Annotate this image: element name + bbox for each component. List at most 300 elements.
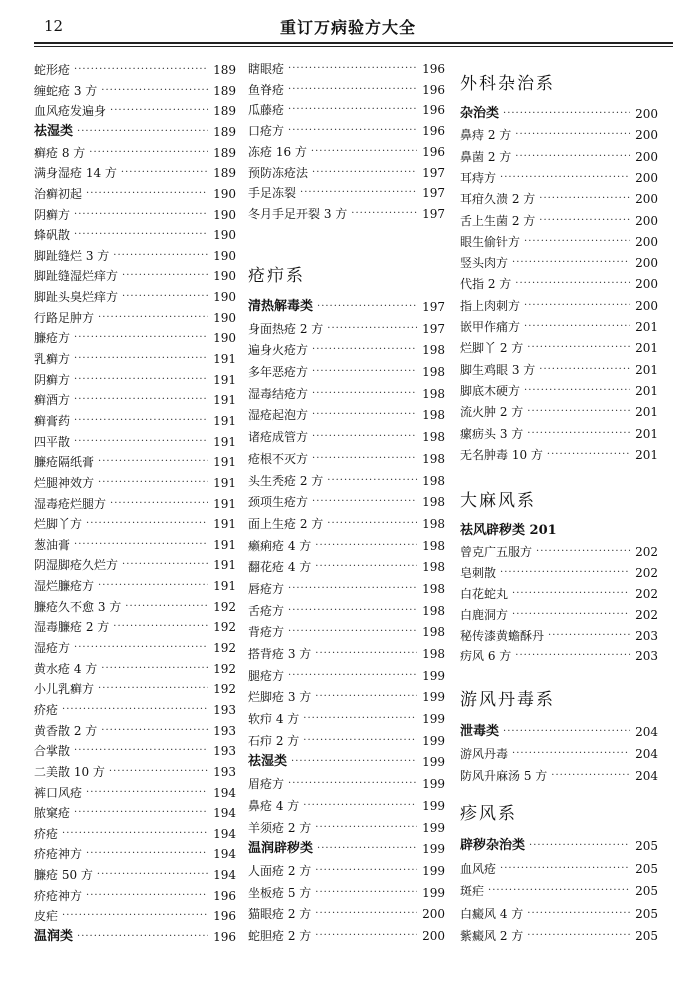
page-ref: 191 [213,496,236,511]
index-entry [460,214,658,228]
category-entry [460,725,658,739]
dot-leader [288,124,417,138]
entry-label: 治癣初起 [34,186,83,201]
index-entry [248,712,445,726]
page-ref: 190 [213,248,236,263]
dot-leader [74,352,208,366]
dot-leader [74,538,208,552]
entry-label: 白花蛇丸 [460,586,509,601]
page-ref: 199 [422,755,445,770]
index-entry [460,629,658,643]
index-entry [460,235,658,249]
index-entry [248,430,445,444]
index-entry [34,579,236,593]
index-entry [460,384,658,398]
dot-leader [74,373,208,387]
entry-label: 曾克广五服方 [460,544,533,559]
index-entry [460,405,658,419]
dot-leader [315,539,417,553]
page-ref: 204 [635,725,658,739]
dot-leader [300,186,417,200]
entry-label: 代指 2 方 [460,277,512,292]
entry-label: 癣疮 8 方 [34,145,86,160]
dot-leader [288,625,417,639]
dot-leader [74,63,208,77]
page-ref: 196 [422,124,445,139]
entry-label: 湿毒疮烂腿方 [34,496,107,511]
page-ref: 197 [422,165,445,180]
page-ref: 198 [422,581,445,596]
page-ref: 199 [422,712,445,727]
entry-label: 癞痢疮 4 方 [248,538,312,553]
page-ref: 198 [422,538,445,553]
category-entry [34,125,236,139]
index-entry [34,84,236,98]
page-ref: 194 [213,847,236,862]
dot-leader [101,724,208,738]
entry-label: 蜂矾散 [34,228,71,243]
dot-leader [524,320,630,334]
dot-leader [122,290,208,304]
page-ref: 200 [422,929,445,943]
entry-label: 臁疮 50 方 [34,868,93,883]
page-ref: 190 [213,331,236,346]
index-entry [34,806,236,820]
page-ref: 205 [635,929,658,943]
dot-leader [86,786,208,800]
entry-label: 葱油膏 [34,537,71,552]
dot-leader [109,765,208,779]
index-entry [34,868,236,882]
dot-leader [74,414,208,428]
index-entry [248,103,445,117]
index-entry [460,341,658,355]
book-title: 重订万病验方大全 [280,18,417,37]
index-entry [34,104,236,118]
entry-label: 头生秃疮 2 方 [248,473,324,488]
dot-leader [86,187,208,201]
dot-leader [113,249,208,263]
entry-label: 阴癣方 [34,207,71,222]
page-ref: 199 [422,690,445,705]
entry-label: 行路足肿方 [34,310,95,325]
page-ref: 203 [635,649,658,664]
dot-leader [74,228,208,242]
index-entry [248,207,445,221]
index-entry [34,63,236,77]
dot-leader [512,256,630,270]
category-entry [460,107,658,121]
index-entry [248,821,445,835]
index-entry [34,847,236,861]
dot-leader [74,393,208,407]
entry-label: 人面疮 2 方 [248,863,312,878]
page-ref: 192 [213,682,236,697]
entry-label: 祛湿类 [248,754,288,770]
entry-label: 烂脚丫方 [34,517,83,532]
dot-leader [527,427,630,441]
page-header [0,0,691,46]
dot-leader [86,889,208,903]
index-entry [34,146,236,160]
page-ref: 194 [213,868,236,883]
index-entry [248,145,445,159]
index-entry [34,558,236,572]
entry-label: 耳痔方 [460,170,497,185]
entry-label: 遍身火疮方 [248,343,309,358]
page-ref: 198 [422,386,445,401]
category-entry [460,524,658,538]
category-entry [248,755,445,769]
entry-label: 温润辟秽类 [248,841,314,857]
page-ref: 198 [422,603,445,618]
page-ref: 205 [635,861,658,876]
page-ref: 198 [422,495,445,510]
page-ref: 204 [635,747,658,761]
index-entry [34,393,236,407]
entry-label: 臁疮久不愈 3 方 [34,599,122,614]
entry-label: 乳癣方 [34,352,71,366]
page-ref: 200 [422,907,445,922]
index-entry [34,744,236,758]
dot-leader [122,558,208,572]
entry-label: 癣膏药 [34,413,71,428]
page-ref: 200 [635,256,658,271]
page-ref: 190 [213,290,236,305]
entry-label: 小儿乳癣方 [34,682,95,697]
dot-leader [500,171,630,185]
index-entry [248,83,445,97]
page-ref: 201 [635,426,658,441]
dot-leader [547,448,630,462]
index-entry [460,608,658,622]
page-ref: 205 [635,884,658,898]
entry-label: 白鹿洞方 [460,607,509,622]
entry-label: 瘰疬头 3 方 [460,426,524,441]
index-entry [34,435,236,449]
entry-label: 脚生鸡眼 3 方 [460,362,536,377]
index-entry [248,124,445,138]
page-ref: 191 [213,372,236,387]
entry-label: 裤口风疮 [34,785,83,800]
page-ref: 197 [422,186,445,201]
index-entry [460,769,658,783]
page-ref: 192 [213,641,236,655]
entry-label: 湿疮方 [34,641,71,655]
dot-leader [98,311,208,325]
index-entry [248,690,445,704]
index-entry [34,538,236,552]
page-ref: 200 [635,107,658,121]
dot-leader [288,777,417,791]
index-entry [34,166,236,180]
page-ref: 200 [635,234,658,249]
dot-leader [288,103,417,117]
page-ref: 201 [635,405,658,420]
dot-leader [315,864,417,878]
page-ref: 189 [213,104,236,119]
page-ref: 200 [635,192,658,207]
entry-label: 羊须疮 2 方 [248,820,312,835]
entry-label: 烂腿神效方 [34,475,95,490]
entry-label: 脚趾缝烂 3 方 [34,248,110,263]
page-ref: 203 [635,628,658,643]
dot-leader [77,930,208,944]
dot-leader [551,769,630,783]
page-ref: 200 [635,128,658,143]
dot-leader [500,566,630,580]
dot-leader [312,408,417,422]
entry-label: 诸疮成管方 [248,430,309,445]
dot-leader [515,649,630,663]
page-ref: 196 [422,144,445,159]
dot-leader [312,452,417,466]
header-rule-thin [34,46,673,47]
index-entry [460,192,658,206]
page-ref: 189 [213,83,236,98]
section-heading: 大麻风系 [460,491,536,511]
page-ref: 198 [422,451,445,466]
entry-label: 泄毒类 [460,724,500,739]
entry-label: 四平散 [34,434,71,449]
dot-leader [113,620,208,634]
dot-leader [515,277,630,291]
entry-label: 蛇胆疮 2 方 [248,929,312,943]
entry-label: 背疮方 [248,625,285,640]
page-ref: 189 [213,124,236,139]
page-ref: 191 [213,579,236,594]
page-ref: 201 [635,383,658,398]
index-entry [248,886,445,900]
page-ref: 197 [422,206,445,221]
index-entry [34,600,236,614]
index-entry [248,582,445,596]
dot-leader [89,146,208,160]
dot-leader [288,62,417,76]
index-entry [248,474,445,488]
index-entry [460,128,658,142]
page-ref: 192 [213,620,236,635]
category-entry [248,842,445,856]
dot-leader [327,474,417,488]
index-entry [248,365,445,379]
entry-label: 湿烂臁疮方 [34,579,95,594]
index-entry [248,322,445,336]
dot-leader [98,579,208,593]
page-ref: 190 [213,269,236,284]
entry-label: 疥疮 [34,826,59,841]
index-entry [34,269,236,283]
page-ref: 200 [635,298,658,313]
page-ref: 191 [213,434,236,449]
entry-label: 嵌甲作痛方 [460,320,521,334]
entry-label: 多年恶疮方 [248,365,309,380]
index-entry [460,299,658,313]
dot-leader [327,517,417,531]
index-entry [248,604,445,618]
entry-label: 烂脚丫 2 方 [460,341,524,356]
entry-label: 竖头肉方 [460,256,509,271]
page-ref: 191 [213,475,236,490]
dot-leader [101,84,208,98]
dot-leader [524,299,630,313]
index-entry [34,352,236,366]
dot-leader [512,747,630,761]
dot-leader [512,587,630,601]
entry-label: 搭背疮 3 方 [248,647,312,662]
index-entry [34,682,236,696]
index-entry [460,907,658,921]
page-ref: 197 [422,321,445,336]
entry-label: 鱼脊疮 [248,82,285,97]
dot-leader [500,862,630,876]
index-entry [460,545,658,559]
dot-leader [303,734,417,748]
index-entry [248,907,445,921]
page-ref: 193 [213,702,236,717]
index-entry [460,649,658,663]
dot-leader [288,669,417,683]
page-ref: 189 [213,166,236,181]
entry-label: 脓窠疮 [34,806,71,821]
dot-leader [288,83,417,97]
dot-leader [539,192,630,206]
entry-label: 黄水疮 4 方 [34,661,98,676]
entry-label: 烂脚疮 3 方 [248,690,312,705]
index-entry [34,208,236,222]
index-entry [34,331,236,345]
page-ref: 198 [422,625,445,640]
dot-leader [529,839,630,853]
page-ref: 191 [213,537,236,552]
index-entry [248,799,445,813]
index-entry [460,363,658,377]
page-ref: 192 [213,599,236,614]
entry-label: 瓜藤疮 [248,103,285,118]
page-ref: 196 [422,82,445,97]
index-entry [460,448,658,462]
index-entry [248,495,445,509]
category-entry [460,839,658,853]
entry-label: 防风升麻汤 5 方 [460,769,548,783]
entry-label: 祛湿类 [34,123,74,139]
entry-label: 紫癜风 2 方 [460,929,524,943]
entry-label: 辟秽杂治类 [460,838,526,853]
dot-leader [315,886,417,900]
page-ref: 191 [213,558,236,573]
page-ref: 198 [422,516,445,531]
dot-leader [288,582,417,596]
dot-leader [311,145,417,159]
page-ref: 205 [635,839,658,853]
page-ref: 193 [213,723,236,738]
dot-leader [74,744,208,758]
index-entry [460,320,658,334]
entry-label: 冻疮 16 方 [248,144,307,159]
index-entry [248,647,445,661]
dot-leader [315,690,417,704]
entry-label: 疮根不灭方 [248,451,309,466]
category-entry [248,300,445,314]
page-ref: 199 [422,863,445,878]
index-entry [248,625,445,639]
index-entry [34,455,236,469]
entry-label: 颈项生疮方 [248,495,309,510]
page-ref: 198 [422,560,445,575]
index-entry [34,786,236,800]
page-ref: 199 [422,842,445,857]
index-entry [34,414,236,428]
entry-label: 二美散 10 方 [34,764,105,779]
dot-leader [121,166,208,180]
page-number: 12 [44,17,64,35]
index-entry [34,620,236,634]
page-ref: 192 [213,661,236,676]
dot-leader [515,128,630,142]
entry-label: 身面热疮 2 方 [248,321,324,336]
section-heading: 游风丹毒系 [460,690,555,710]
index-entry [34,373,236,387]
page-ref: 191 [213,413,236,428]
page-ref: 194 [213,826,236,841]
page-ref: 191 [213,352,236,366]
dot-leader [291,755,417,769]
page-ref: 200 [635,170,658,185]
entry-label: 秘传漆黄蟾酥丹 [460,628,545,643]
index-entry [34,765,236,779]
page-ref: 199 [422,798,445,813]
dot-leader [312,430,417,444]
index-entry [248,186,445,200]
index-entry [460,587,658,601]
index-entry [460,277,658,291]
index-entry [248,539,445,553]
section-heading: 外科杂治系 [460,74,555,94]
index-entry [34,724,236,738]
dot-leader [351,207,417,221]
dot-leader [536,545,630,559]
dot-leader [312,365,417,379]
entry-label: 游风丹毒 [460,747,509,761]
index-entry [34,476,236,490]
entry-label: 眼生偷针方 [460,234,521,249]
entry-label: 鼻痔 2 方 [460,128,512,143]
entry-label: 唇疮方 [248,581,285,596]
page-ref: 198 [422,647,445,662]
page-ref: 191 [213,455,236,470]
dot-leader [539,214,630,228]
entry-label: 白癜风 4 方 [460,906,524,921]
dot-leader [74,208,208,222]
entry-label: 坐板疮 5 方 [248,885,312,900]
page-ref: 199 [422,668,445,683]
dot-leader [110,497,208,511]
dot-leader [86,517,208,531]
page-ref: 200 [635,149,658,164]
entry-label: 疠风 6 方 [460,649,512,664]
page-ref: 200 [635,213,658,228]
dot-leader [98,682,208,696]
dot-leader [62,703,208,717]
entry-label: 臁疮隔纸膏 [34,455,95,470]
dot-leader [77,125,208,139]
entry-label: 湿毒结疮方 [248,386,309,401]
entry-label: 满身湿疮 14 方 [34,166,117,181]
entry-label: 口疮方 [248,124,285,139]
dot-leader [74,331,208,345]
index-entry [460,150,658,164]
entry-label: 杂治类 [460,106,500,121]
